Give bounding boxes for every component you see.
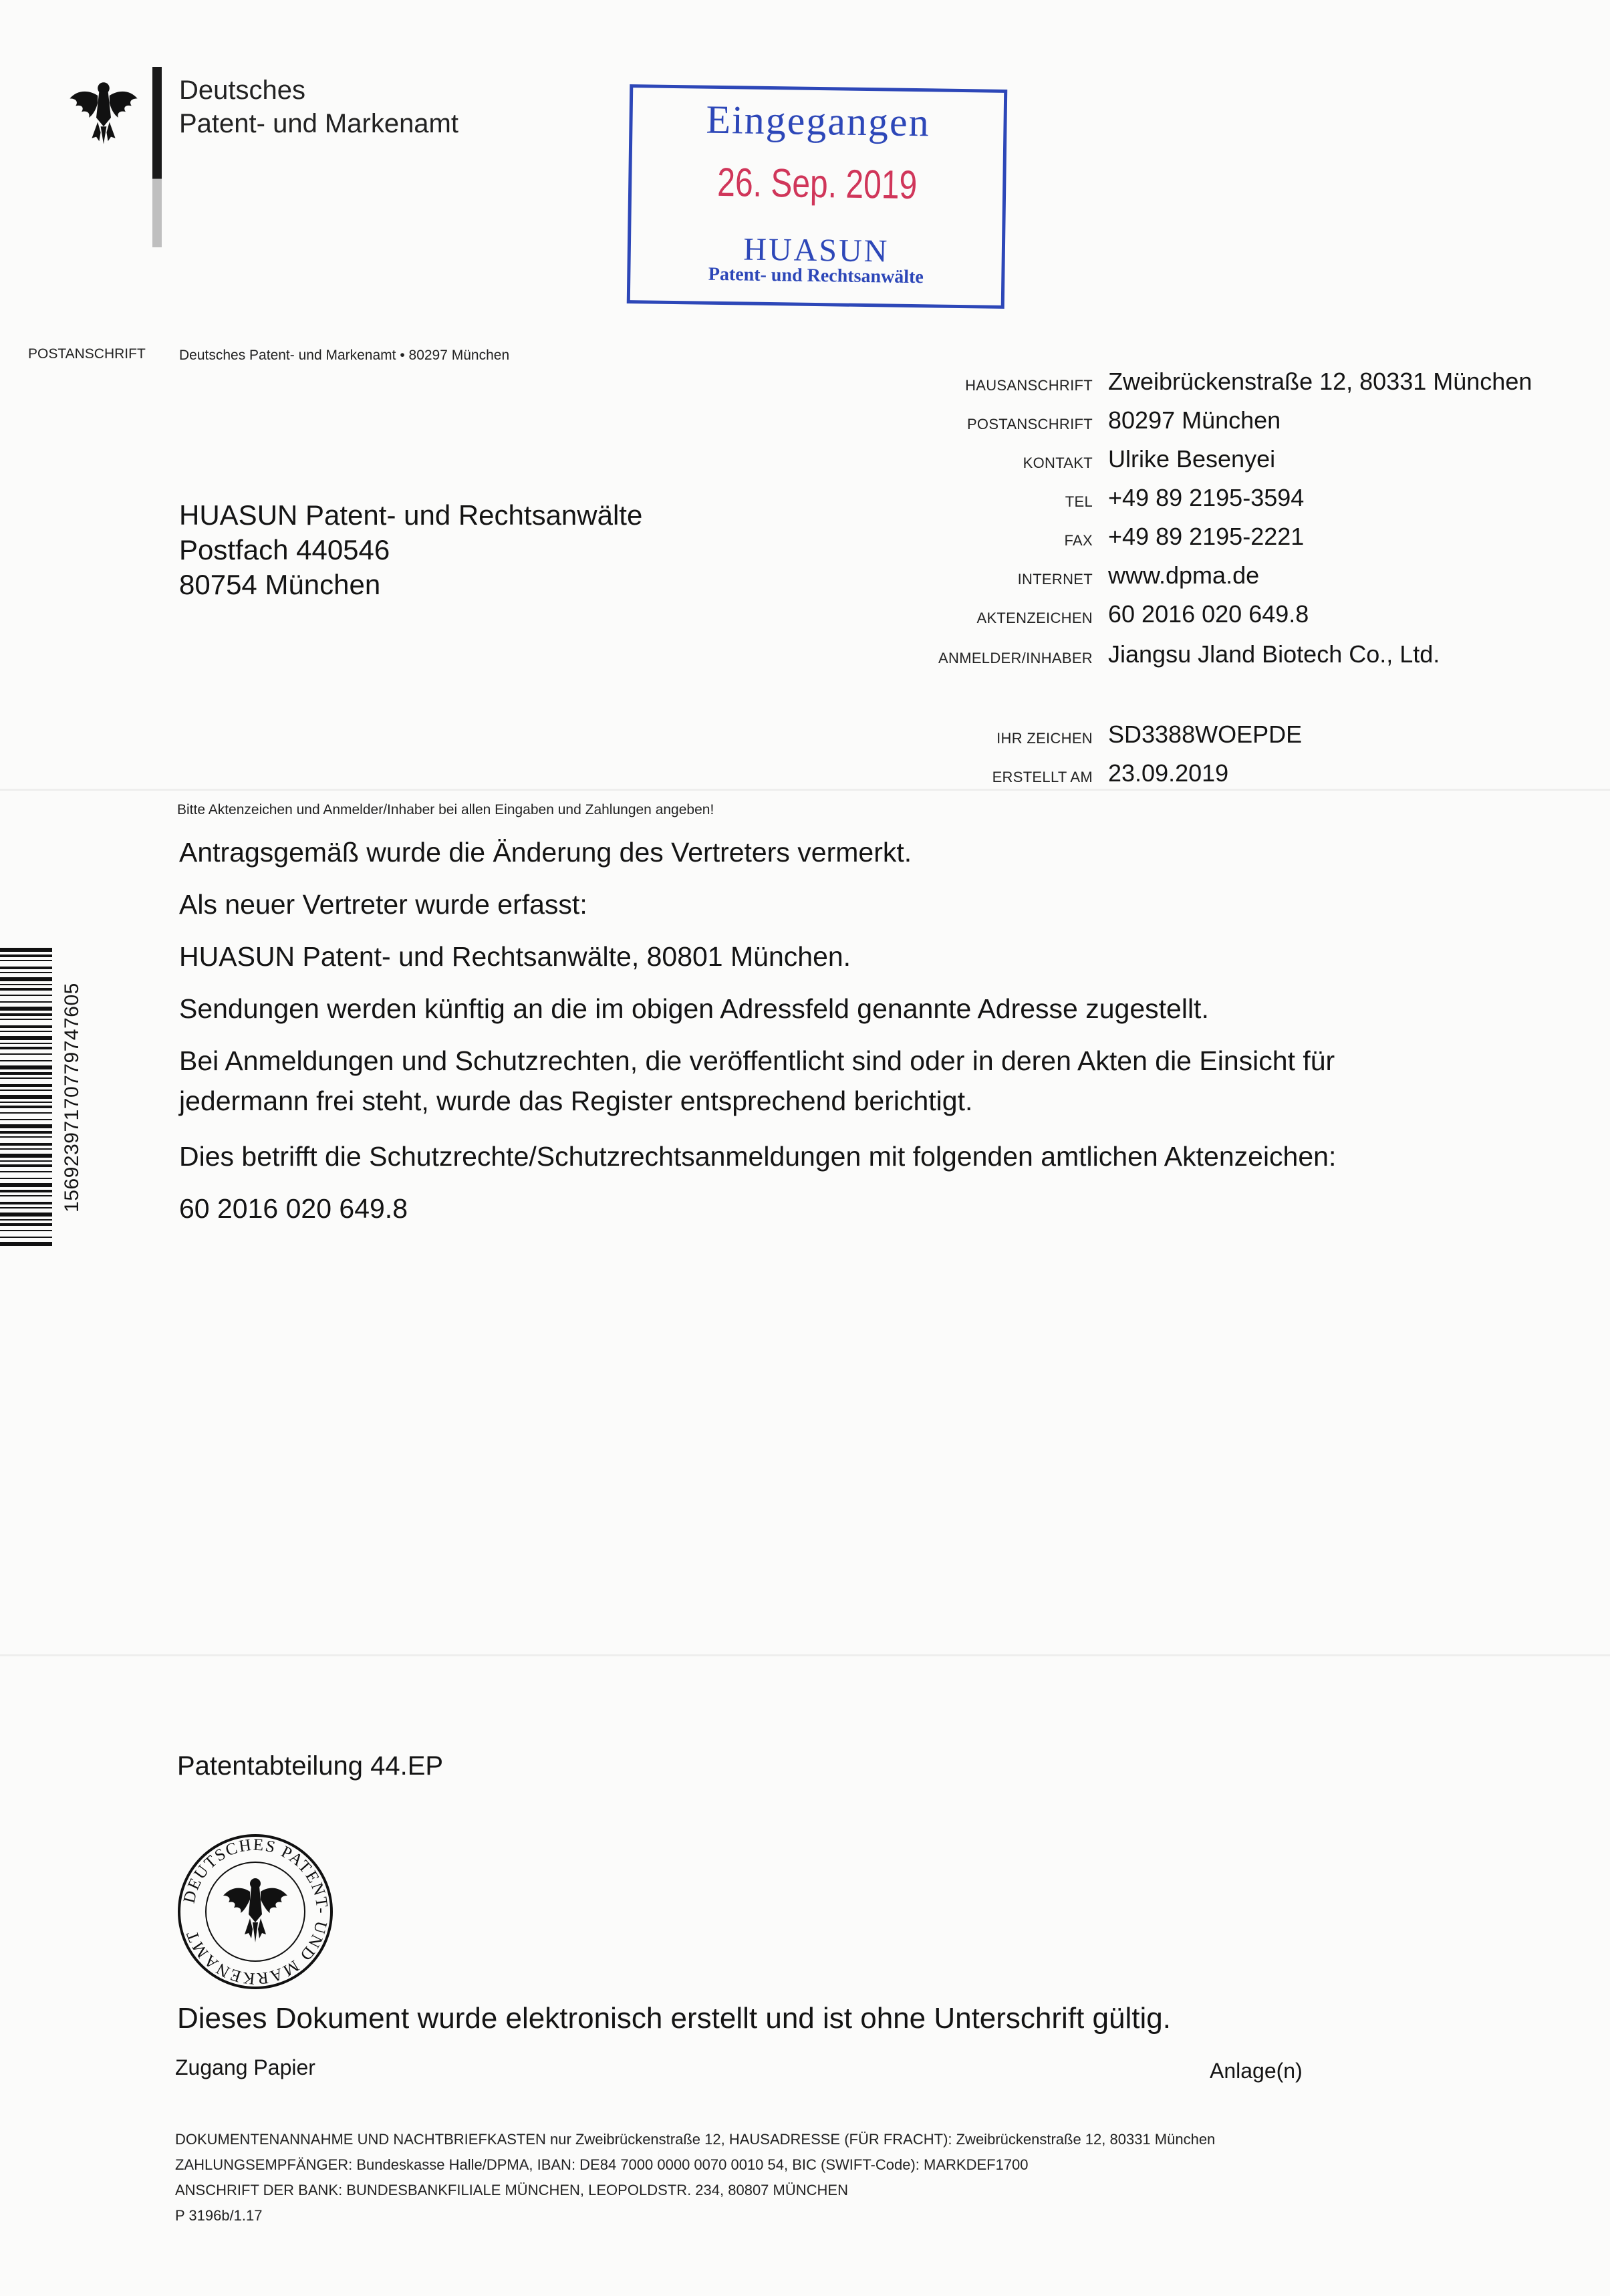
contact-value: www.dpma.de	[1108, 561, 1260, 589]
recipient-line1: HUASUN Patent- und Rechtsanwälte	[179, 499, 643, 531]
contact-label: POSTANSCHRIFT	[966, 416, 1093, 432]
recipient-line3: 80754 München	[179, 569, 381, 600]
footer-line: ANSCHRIFT DER BANK: BUNDESBANKFILIALE MÜNCHEN, LEOPOLDSTR. 234, 80807 MÜNCHEN	[175, 2182, 848, 2198]
contact-label: FAX	[1064, 532, 1093, 549]
contact-label: ANMELDER/INHABER	[938, 650, 1093, 666]
official-seal-icon	[175, 1831, 336, 1992]
contact-row-tel	[0, 484, 1610, 524]
stamp-title: Eingegangen	[706, 97, 931, 145]
contact-label: IHR ZEICHEN	[996, 730, 1093, 747]
contact-label: ERSTELLT AM	[992, 769, 1093, 785]
contact-row-fax	[0, 523, 1610, 563]
contact-row-internet	[0, 561, 1610, 602]
contact-label: TEL	[1065, 493, 1093, 510]
validity-statement: Dieses Dokument wurde elektronisch erstellt und ist ohne Unterschrift gültig.	[177, 2002, 1171, 2035]
recipient-line2: Postfach 440546	[179, 534, 390, 565]
received-stamp	[627, 84, 1008, 309]
return-address-label: POSTANSCHRIFT	[28, 346, 146, 362]
org-name-line2: Patent- und Markenamt	[179, 109, 458, 138]
contact-value: 23.09.2019	[1108, 759, 1229, 787]
contact-row-aktenzeichen	[0, 600, 1610, 640]
footer-line: ZAHLUNGSEMPFÄNGER: Bundeskasse Halle/DPMA, IBAN: DE84 7000 0000 0070 0010 54, BIC (SWIFT-Code): MARKDEF1700	[175, 2156, 1029, 2173]
contact-value: Jiangsu Jland Biotech Co., Ltd.	[1108, 640, 1440, 668]
contact-value: SD3388WOEPDE	[1108, 721, 1303, 748]
contact-row-erstellt-am	[0, 759, 1610, 799]
file-number: 60 2016 020 649.8	[179, 1193, 408, 1224]
federal-eagle-icon	[67, 74, 140, 147]
reference-notice: Bitte Aktenzeichen und Anmelder/Inhaber bei allen Eingaben und Zahlungen angeben!	[177, 802, 714, 817]
logo-bar	[152, 67, 162, 247]
contact-row-hausanschrift	[0, 368, 1610, 408]
contact-label: HAUSANSCHRIFT	[965, 377, 1093, 394]
attachment-label: Anlage(n)	[1210, 2059, 1303, 2083]
contact-value: +49 89 2195-2221	[1108, 523, 1305, 550]
body-paragraph: jedermann frei steht, wurde das Register entsprechend berichtigt.	[179, 1086, 973, 1116]
stamp-date: 26. Sep. 2019	[716, 159, 918, 208]
stamp-firm: HUASUN	[743, 231, 890, 269]
body-paragraph: Dies betrifft die Schutzrechte/Schutzrechtsanmeldungen mit folgenden amtlichen Aktenzeichen:	[179, 1141, 1337, 1172]
department: Patentabteilung 44.EP	[177, 1751, 444, 1781]
return-address-text: Deutsches Patent- und Markenamt • 80297 München	[179, 348, 510, 363]
contact-label: AKTENZEICHEN	[976, 610, 1093, 626]
contact-value: Ulrike Besenyei	[1108, 445, 1276, 473]
contact-row-kontakt	[0, 445, 1610, 485]
contact-value: 60 2016 020 649.8	[1108, 600, 1309, 628]
barcode-number-box	[59, 948, 86, 1247]
body-paragraph: Als neuer Vertreter wurde erfasst:	[179, 889, 587, 920]
contact-row-anmelder	[0, 640, 1610, 680]
body-paragraph: Bei Anmeldungen und Schutzrechten, die veröffentlicht sind oder in deren Akten die Einsicht für	[179, 1045, 1335, 1076]
contact-label: INTERNET	[1017, 571, 1093, 588]
fold-line	[0, 1654, 1610, 1656]
footer-line: DOKUMENTENANNAHME UND NACHTBRIEFKASTEN nur Zweibrückenstraße 12, HAUSADRESSE (FÜR FRACHT): Zweibrückenstraße 12, 80331 München	[175, 2131, 1216, 2148]
contact-row-postanschrift	[0, 406, 1610, 447]
seal-text: DEUTSCHES PATENT- UND MARKENAMT	[180, 1835, 331, 1988]
stamp-subtitle: Patent- und Rechtsanwälte	[708, 263, 924, 288]
org-name	[179, 74, 458, 140]
form-code: P 3196b/1.17	[175, 2207, 263, 2224]
access-mode: Zugang Papier	[175, 2055, 315, 2079]
contact-value: 80297 München	[1108, 406, 1281, 434]
barcode-icon	[0, 948, 52, 1247]
body-paragraph: HUASUN Patent- und Rechtsanwälte, 80801 München.	[179, 941, 851, 972]
barcode-number: 15692397170779747605	[61, 983, 83, 1213]
contact-value: Zweibrückenstraße 12, 80331 München	[1108, 368, 1532, 395]
contact-label: KONTAKT	[1023, 455, 1093, 471]
contact-row-ihr-zeichen	[0, 721, 1610, 761]
body-paragraph: Sendungen werden künftig an die im obigen Adressfeld genannte Adresse zugestellt.	[179, 993, 1209, 1024]
org-name-line1: Deutsches	[179, 76, 305, 105]
contact-value: +49 89 2195-3594	[1108, 484, 1305, 511]
body-paragraph: Antragsgemäß wurde die Änderung des Vertreters vermerkt.	[179, 837, 912, 868]
